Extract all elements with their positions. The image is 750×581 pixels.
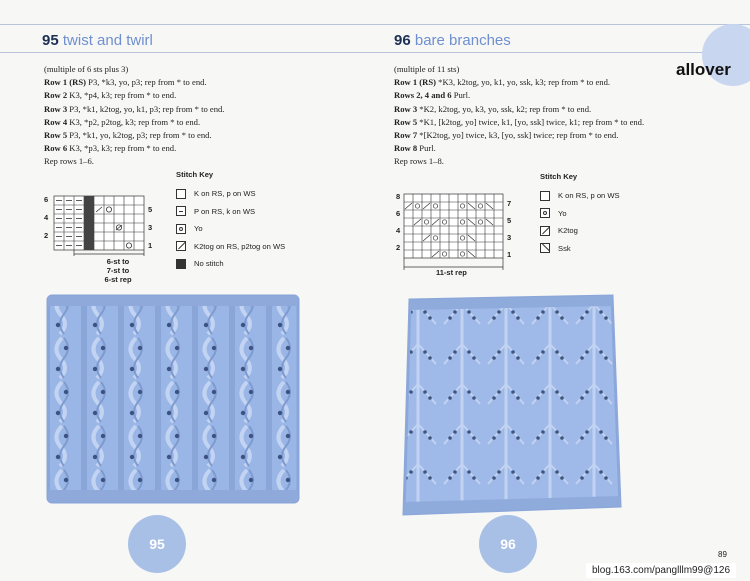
row-instruction: Row 5 P3, *k1, yo, k2tog, p3; rep from * to end. (44, 130, 212, 141)
watermark-text: blog.163.com/panglllm99@126 (586, 563, 736, 578)
key-item: No stitch (176, 255, 285, 273)
chart-row-number: 4 (44, 213, 49, 222)
pattern-96-instructions (394, 63, 724, 169)
stitch-key-96 (540, 172, 620, 257)
row-instruction: Row 2 K3, *p4, k3; rep from * to end. (44, 90, 177, 101)
key-item: K2tog (540, 222, 620, 240)
yo-circle-icon (176, 224, 186, 234)
multiple-note: (multiple of 6 sts plus 3) (44, 64, 129, 74)
filled-square-icon (176, 259, 186, 269)
chart-row-number: 2 (396, 243, 401, 252)
chart-repeat-bracket: 6-st to 7-st to 6-st rep (104, 257, 132, 284)
pattern-95-title (42, 32, 153, 49)
chart-row-number: 4 (396, 226, 401, 235)
row-instruction: Row 1 (RS) *K3, k2tog, yo, k1, yo, ssk, k3; rep from * to end. (394, 77, 611, 88)
key-item: K on RS, p on WS (540, 187, 620, 205)
pattern-number: 95 (42, 32, 59, 49)
stitch-key-title: Stitch Key (540, 172, 578, 181)
empty-square-icon (176, 189, 186, 199)
chart-96 (394, 190, 519, 280)
key-item: K on RS, p on WS (176, 185, 285, 203)
k2tog-slash-icon (176, 241, 186, 251)
row-instruction: Row 1 (RS) P3, *k3, yo, p3; rep from * to end. (44, 77, 207, 88)
section-label: allover (676, 60, 731, 79)
pattern-96-number-circle: 96 (479, 515, 537, 573)
pattern-name: bare branches (414, 32, 511, 49)
key-item: Ssk (540, 240, 620, 258)
row-instruction: Row 4 K3, *p2, p2tog, k3; rep from * to end. (44, 116, 201, 127)
chart-row-number: 5 (148, 205, 153, 214)
row-instruction: Rows 2, 4 and 6 Purl. (394, 90, 471, 101)
page-number: 89 (718, 550, 727, 559)
chart-row-number: 6 (44, 195, 49, 204)
pattern-96-title (394, 32, 511, 49)
row-instruction: Row 8 Purl. (394, 143, 436, 154)
pattern-number: 96 (394, 32, 411, 49)
k2tog-slash-icon (540, 226, 550, 236)
multiple-note: (multiple of 11 sts) (394, 64, 460, 74)
chart-row-number: 3 (148, 223, 153, 232)
chart-row-number: 1 (148, 241, 153, 250)
chart-row-number: 6 (396, 209, 401, 218)
repeat-note: Rep rows 1–8. (394, 156, 444, 167)
pattern-95-number-circle: 95 (128, 515, 186, 573)
row-instruction: Row 7 *[K2tog, yo] twice, k3, [yo, ssk] twice; rep from * to end. (394, 130, 619, 141)
pattern-name: twist and twirl (62, 32, 153, 49)
key-item: Yo (540, 205, 620, 223)
knit-swatch-96-photo (396, 292, 626, 522)
yo-circle-icon (540, 208, 550, 218)
chart-row-number: 7 (507, 199, 512, 208)
key-item: K2tog on RS, p2tog on WS (176, 238, 285, 256)
empty-square-icon (540, 191, 550, 201)
dash-square-icon (176, 206, 186, 216)
chart-repeat-bracket: 11-st rep (436, 268, 467, 277)
repeat-note: Rep rows 1–6. (44, 156, 94, 167)
key-item: Yo (176, 220, 285, 238)
pattern-95-instructions (44, 63, 374, 169)
stitch-key-95 (176, 170, 285, 273)
row-instruction: Row 3 *K2, k2tog, yo, k3, yo, ssk, k2; rep from * to end. (394, 103, 592, 114)
key-item: P on RS, k on WS (176, 203, 285, 221)
chart-row-number: 8 (396, 192, 401, 201)
row-instruction: Row 5 *K1, [k2tog, yo] twice, k1, [yo, ssk] twice, k1; rep from * to end. (394, 116, 645, 127)
chart-row-number: 3 (507, 233, 512, 242)
stitch-key-title: Stitch Key (176, 170, 214, 179)
row-instruction: Row 3 P3, *k1, k2tog, yo, k1, p3; rep from * to end. (44, 103, 225, 114)
knit-swatch-95-photo (44, 292, 302, 506)
chart-row-number: 2 (44, 231, 49, 240)
row-instruction: Row 6 K3, *p3, k3; rep from * to end. (44, 143, 177, 154)
chart-row-number: 5 (507, 216, 512, 225)
chart-row-number: 1 (507, 250, 512, 259)
ssk-slash-icon (540, 243, 550, 253)
